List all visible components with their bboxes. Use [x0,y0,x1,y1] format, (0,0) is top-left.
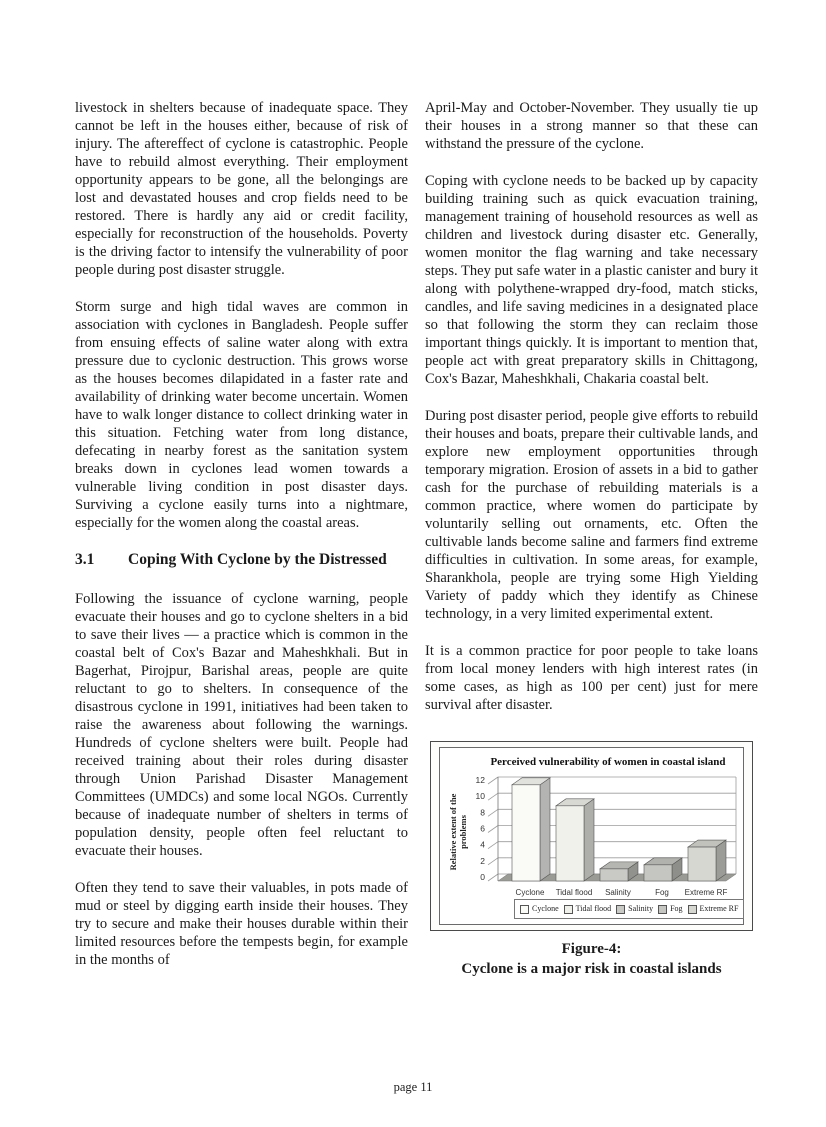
legend-label: Tidal flood [575,904,612,913]
x-category-label: Extreme RF [684,888,728,897]
y-tick-label: 10 [475,791,485,802]
right-column [425,99,758,979]
y-tick-label: 0 [480,872,485,882]
paragraph: During post disaster period, people give efforts to rebuild their houses and boats, prepare their cultivable lands, and explore new employment opportunities through temporary migration. Erosion of assets in a bid to gather cash for the purchase of rebuilding materials is a common practice, where women do participate by voluntarily selling out ornaments, etc. Often the cultivable lands become saline and farmers find extreme difficulties in cultivation. In some areas, for example, Sharankhola, people are trying some High Yielding Variety of paddy which they identify as Chinese technology, in a very limited experimental extent. [425,408,758,622]
bar-front [556,806,584,881]
bar-side [540,778,550,881]
bar-front [600,869,628,881]
bar-front [512,785,540,881]
paragraph: April-May and October-November. They usually tie up their houses in a strong manner so that these can withstand the pressure of the cyclone. [425,100,758,152]
legend-label: Salinity [628,904,654,913]
y-tick-label: 8 [480,807,485,818]
legend-item [688,900,739,918]
legend-label: Cyclone [532,904,559,913]
legend-swatch-icon [564,905,573,914]
legend-swatch-icon [616,905,625,914]
paragraph: Storm surge and high tidal waves are common in association with cyclones in Bangladesh. People suffer from ensuing effects of saline water along with extra pressure due to cyclonic destruction. This grows worse as the houses becomes dilapidated in a faster rate and availability of drinking water become uncertain. Women have to walk longer distance to collect drinking water in this situation. Fetching water from long distance, defecating in nearby forest as the sanitation system breaks down in cyclones lead women towards a vulnerable living condition in post disaster days. Surviving a cyclone easily turns into a nightmare, especially for the women along the coastal areas. [75,299,408,531]
paragraph: livestock in shelters because of inadequate space. They cannot be left in the houses either, because of risk of injury. The aftereffect of cyclone is catastrophic. People have to rebuild almost everything. Their employment opportunity appears to be gone, all the belongings are lost and devastated houses and crop fields need to be restored. There is hardly any aid or credit facility, especially for reconstruction of the households. Poverty is the driving factor to intensify the vulnerability of poor people during post disaster struggle. [75,100,408,278]
paragraph: Coping with cyclone needs to be backed up by capacity building training such as quick evacuation training, management training of household resources as well as children and livestock during disaster etc. Generally, women monitor the flag warning and take necessary steps. They put safe water in a plastic canister and bury it along with polythene-wrapped dry-food, match sticks, candles, and life saving medicines in a designated place so that following the storm they can reclaim those important things quickly. It is important to mention that, people act with great preparatory skills in Chittagong, Cox's Bazar, Maheshkhali, Chakaria coastal belt. [425,173,758,387]
y-tick-label: 6 [480,823,485,834]
figure-4 [430,741,753,979]
section-heading [75,551,408,569]
y-axis-label: Relative extent of theproblems [448,793,468,871]
x-category-label: Tidal flood [555,888,593,897]
figure-caption [430,939,753,979]
y-tick-label: 12 [475,775,485,785]
figure-caption-line1: Figure-4: [561,941,622,957]
section-title: Coping With Cyclone by the Distressed [128,551,387,568]
figure-caption-line2: Cyclone is a major risk in coastal islands [461,961,722,977]
legend-item [520,900,559,918]
y-tick-label: 2 [480,855,485,866]
left-column [75,99,408,988]
y-tick-label: 4 [480,839,485,850]
chart-title: Perceived vulnerability of women in coastal island [490,756,726,768]
legend-item [564,900,612,918]
paragraph: Often they tend to save their valuables, in pots made of mud or steel by digging earth inside their houses. They try to secure and make their houses durable within their limited resources before the tempests begin, for example in the months of [75,880,408,968]
chart-legend [514,899,744,919]
legend-label: Fog [670,904,683,913]
chart-frame [439,747,744,925]
legend-swatch-icon [520,905,529,914]
page-footer [0,1080,826,1095]
bar-front [644,865,672,881]
legend-item [658,900,682,918]
paragraph: Following the issuance of cyclone warning, people evacuate their houses and go to cyclone shelters in a bid to save their lives — a practice which is common in the coastal belt of Cox's Bazar and Maheshkhali. But in Bagerhat, Pirojpur, Barishal areas, people are quite reluctant to go to shelters. In consequence of the disastrous cyclone in 1991, initiatives had been taken to raise the awareness about following the warnings. Hundreds of cyclone shelters were built. People had received training about their roles during disaster through Union Parishad Disaster Management Committees (UMDCs) and some local NGOs. Currently because of inadequate number of shelters in terms of population density, people often feel reluctant to evacuate their houses. [75,591,408,859]
page-number: page 11 [393,1080,433,1094]
vulnerability-chart [440,748,743,924]
legend-label: Extreme RF [699,904,739,913]
legend-swatch-icon [688,905,697,914]
legend-item [616,900,653,918]
x-category-label: Cyclone [515,888,545,897]
x-category-label: Salinity [605,888,631,897]
figure-border [430,741,753,931]
legend-swatch-icon [658,905,667,914]
bar-front [688,847,716,881]
x-category-label: Fog [655,888,669,897]
paragraph: It is a common practice for poor people to take loans from local money lenders with high interest rates (in some cases, as high as 100 per cent) just for mere survival after disaster. [425,643,758,713]
bar-side [584,799,594,881]
section-number: 3.1 [75,551,95,568]
